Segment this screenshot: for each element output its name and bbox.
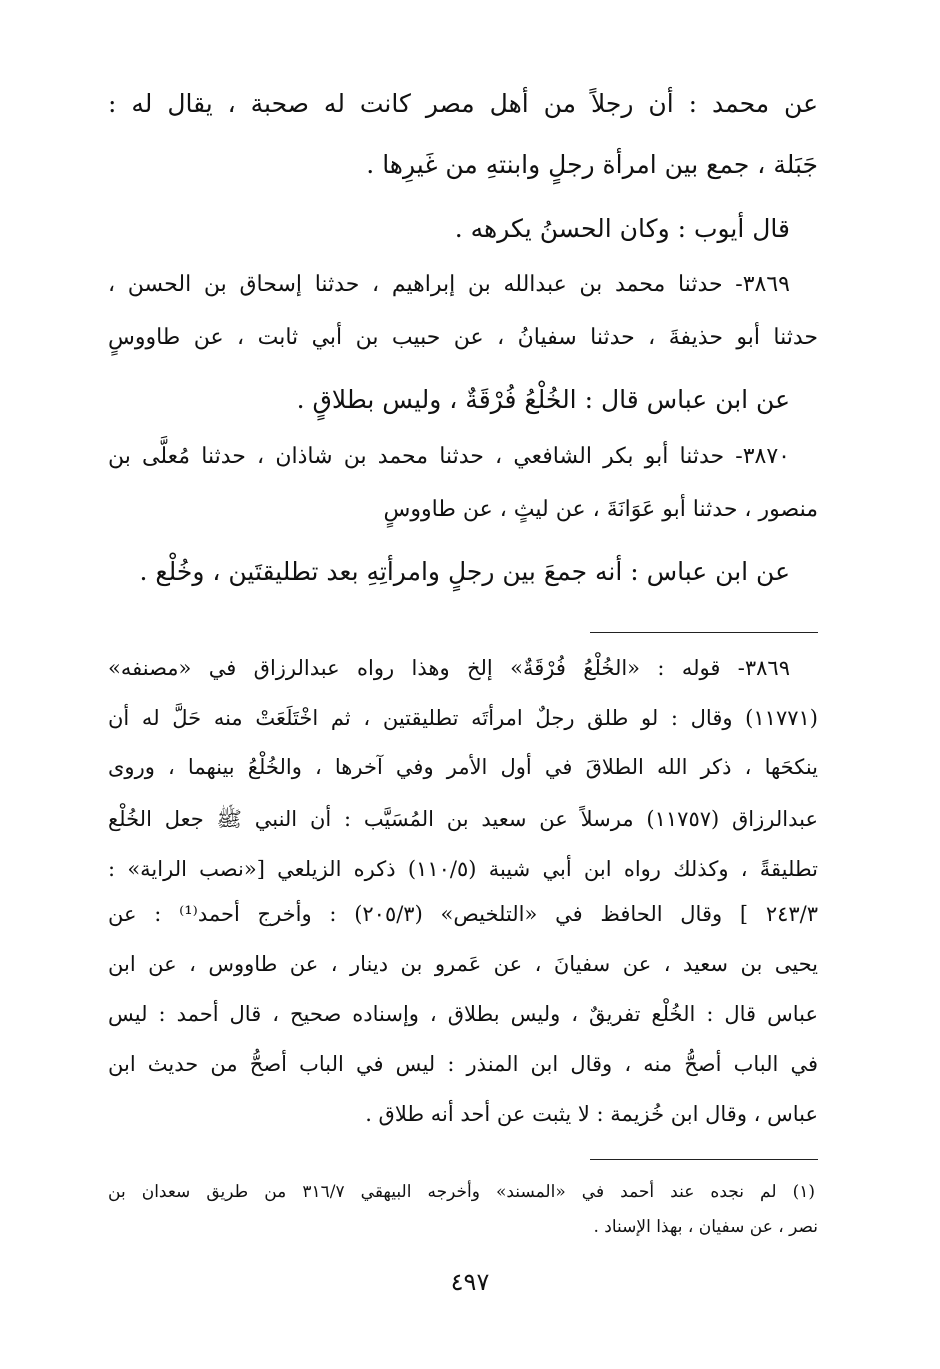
commentary-line: ٣٨٦٩- قوله : «الخُلْعُ فُرْقَةٌ» إلخ وهذا رواه عبدالرزاق في «مصنفه» — [108, 656, 790, 680]
commentary-line: (١١٧٧١) وقال : لو طلق رجلٌ امرأتَه تطليقتين ، ثم اخْتَلَعَتْ منه حَلَّ له أن — [108, 706, 818, 730]
commentary-line: عباس قال : الخُلْع تفريقٌ ، وليس بطلاق ، وإسناده صحيح ، قال أحمد : ليس — [108, 1002, 818, 1026]
main-text-line: جَبَلة ، جمع بين امرأة رجلٍ وابنتهِ من غَيرِها . — [366, 150, 818, 179]
main-text-line: عن محمد : أن رجلاً من أهل مصر كانت له صحبة ، يقال له : — [108, 89, 818, 118]
main-text-line: عن ابن عباس : أنه جمعَ بين رجلٍ وامرأتِهِ بعد تطليقتَين ، وخُلْع . — [139, 557, 790, 586]
commentary-line: تطليقةً ، وكذلك رواه ابن أبي شيبة (١١٠/٥) ذكره الزيلعي [«نصب الراية» : — [108, 857, 818, 881]
commentary-line: في الباب أصحُّ منه ، وقال ابن المنذر : ليس في الباب أصحُّ من حديث ابن — [108, 1052, 818, 1076]
hadith-number-line: ٣٨٧٠- حدثنا أبو بكر الشافعي ، حدثنا محمد بن شاذان ، حدثنا مُعلَّى بن — [108, 444, 790, 469]
hadith-number-line: ٣٨٦٩- حدثنا محمد بن عبدالله بن إبراهيم ، حدثنا إسحاق بن الحسن ، — [108, 272, 790, 297]
main-text-line: عن ابن عباس قال : الخُلْعُ فُرْقَةٌ ، وليس بطلاقٍ . — [296, 385, 790, 414]
commentary-separator — [590, 632, 818, 633]
commentary-line: ينكحَها ، ذكر الله الطلاقَ في أول الأمر وفي آخرها ، والخُلْعُ بينهما ، وروى — [108, 755, 819, 779]
isnad-line: حدثنا أبو حذيفةَ ، حدثنا سفيانُ ، عن حبيب بن أبي ثابت ، عن طاووسٍ — [108, 325, 818, 350]
footnote-separator — [590, 1159, 818, 1160]
isnad-line: منصور ، حدثنا أبو عَوَانَةَ ، عن ليثٍ ، عن طاووسٍ — [383, 497, 818, 522]
main-text-line: قال أيوب : وكان الحسنُ يكرهه . — [454, 214, 790, 243]
commentary-line: يحيى بن سعيد ، عن سفيانَ ، عن عَمرو بن دينار ، عن طاووس ، عن ابن — [108, 952, 818, 976]
footnote-line: (١) لم نجده عند أحمد في «المسند» وأخرجه البيهقي ٣١٦/٧ من طريق سعدان بن — [108, 1182, 815, 1202]
commentary-line: ٢٤٣/٣ ] وقال الحافظ في «التلخيص» (٢٠٥/٣) : وأخرج أحمد⁽¹⁾ : عن — [108, 902, 819, 926]
commentary-line: عباس ، وقال ابن خُزيمة : لا يثبت عن أحد أنه طلاق . — [365, 1102, 818, 1126]
page-number: ٤٩٧ — [450, 1268, 490, 1296]
footnote-line: نصر ، عن سفيان ، بهذا الإسناد . — [593, 1217, 818, 1237]
commentary-line: عبدالرزاق (١١٧٥٧) مرسلاً عن سعيد بن المُسَيَّب : أن النبي ﷺ جعل الخُلْع — [108, 807, 818, 831]
